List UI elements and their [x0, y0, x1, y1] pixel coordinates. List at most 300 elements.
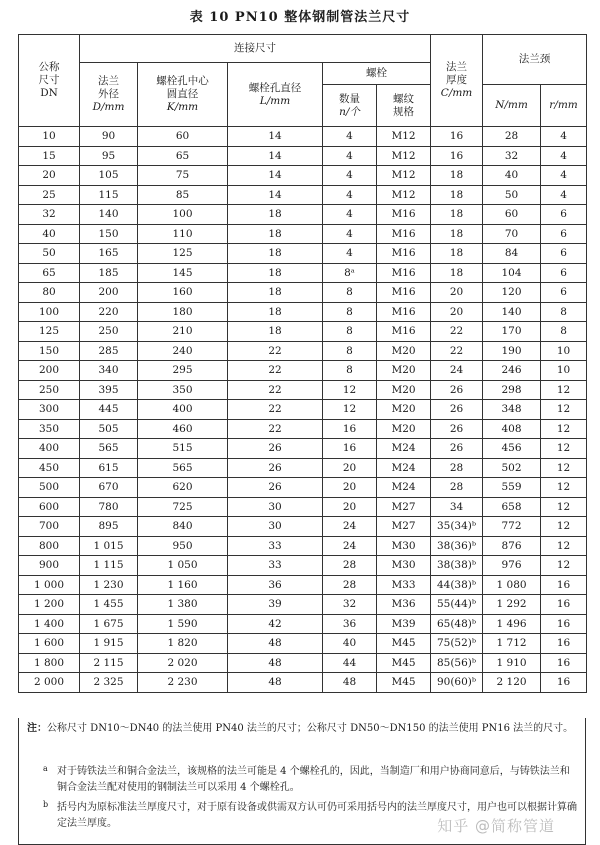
cell-dn: 400 — [19, 439, 80, 459]
cell-bolt-circle: 295 — [138, 361, 228, 381]
cell-bolt-count: 32 — [323, 595, 377, 615]
cell-bolt-hole: 26 — [228, 439, 323, 459]
cell-neck-n: 1 712 — [483, 634, 541, 654]
cell-neck-r: 8 — [541, 302, 587, 322]
cell-bolt-circle: 840 — [138, 517, 228, 537]
cell-neck-r: 16 — [541, 634, 587, 654]
cell-dn: 40 — [19, 224, 80, 244]
cell-neck-r: 12 — [541, 478, 587, 498]
cell-neck-r: 10 — [541, 341, 587, 361]
cell-neck-r: 12 — [541, 419, 587, 439]
cell-bolt-hole: 18 — [228, 263, 323, 283]
cell-flange-od: 150 — [80, 224, 138, 244]
header-dn: 公称 尺寸 DN — [19, 35, 80, 127]
cell-neck-r: 12 — [541, 380, 587, 400]
cell-bolt-circle: 240 — [138, 341, 228, 361]
cell-dn: 450 — [19, 458, 80, 478]
table-row — [19, 458, 587, 478]
cell-thread: M12 — [377, 166, 431, 186]
cell-flange-od: 395 — [80, 380, 138, 400]
cell-bolt-hole: 22 — [228, 341, 323, 361]
cell-thread: M24 — [377, 478, 431, 498]
cell-neck-n: 502 — [483, 458, 541, 478]
cell-bolt-circle: 1 380 — [138, 595, 228, 615]
cell-thickness: 26 — [431, 439, 483, 459]
cell-thickness: 44(38)ᵇ — [431, 575, 483, 595]
cell-flange-od: 615 — [80, 458, 138, 478]
cell-thickness: 18 — [431, 244, 483, 264]
cell-flange-od: 285 — [80, 341, 138, 361]
cell-bolt-circle: 2 020 — [138, 653, 228, 673]
cell-neck-r: 12 — [541, 400, 587, 420]
cell-bolt-hole: 48 — [228, 634, 323, 654]
cell-neck-n: 40 — [483, 166, 541, 186]
cell-bolt-circle: 950 — [138, 536, 228, 556]
header-neck-n: N/mm — [483, 85, 541, 127]
cell-bolt-circle: 1 050 — [138, 556, 228, 576]
cell-neck-r: 12 — [541, 536, 587, 556]
cell-bolt-circle: 620 — [138, 478, 228, 498]
table-row — [19, 263, 587, 283]
cell-bolt-count: 24 — [323, 536, 377, 556]
cell-flange-od: 780 — [80, 497, 138, 517]
cell-thickness: 18 — [431, 166, 483, 186]
footnote-a-text: 对于铸铁法兰和铜合金法兰，该规格的法兰可能是 4 个螺栓孔的，因此，当制造厂和用户协商同意后，与铸铁法兰和铜合金法兰配对使用的钢制法兰可以采用 4 个螺栓孔。 — [57, 766, 570, 793]
cell-bolt-count: 12 — [323, 380, 377, 400]
cell-bolt-count: 20 — [323, 478, 377, 498]
cell-neck-n: 2 120 — [483, 673, 541, 693]
cell-thickness: 28 — [431, 458, 483, 478]
cell-bolt-hole: 14 — [228, 185, 323, 205]
cell-bolt-hole: 18 — [228, 283, 323, 303]
table-row — [19, 634, 587, 654]
cell-thickness: 38(38)ᵇ — [431, 556, 483, 576]
cell-bolt-circle: 145 — [138, 263, 228, 283]
cell-neck-n: 658 — [483, 497, 541, 517]
cell-flange-od: 895 — [80, 517, 138, 537]
cell-thread: M12 — [377, 127, 431, 147]
cell-bolt-circle: 180 — [138, 302, 228, 322]
cell-bolt-count: 48 — [323, 673, 377, 693]
table-row — [19, 322, 587, 342]
table-row — [19, 205, 587, 225]
header-thread: 螺纹 规格 — [377, 85, 431, 127]
cell-flange-od: 2 325 — [80, 673, 138, 693]
cell-flange-od: 1 230 — [80, 575, 138, 595]
cell-thread: M33 — [377, 575, 431, 595]
cell-thread: M16 — [377, 302, 431, 322]
cell-bolt-count: 16 — [323, 419, 377, 439]
cell-thread: M45 — [377, 634, 431, 654]
cell-dn: 900 — [19, 556, 80, 576]
cell-dn: 350 — [19, 419, 80, 439]
cell-thickness: 28 — [431, 478, 483, 498]
cell-neck-n: 348 — [483, 400, 541, 420]
cell-thickness: 38(36)ᵇ — [431, 536, 483, 556]
cell-bolt-hole: 18 — [228, 244, 323, 264]
cell-thread: M20 — [377, 361, 431, 381]
cell-dn: 1 400 — [19, 614, 80, 634]
cell-bolt-hole: 30 — [228, 497, 323, 517]
cell-thickness: 75(52)ᵇ — [431, 634, 483, 654]
cell-bolt-circle: 210 — [138, 322, 228, 342]
header-bolt-count: 数量 n/个 — [323, 85, 377, 127]
cell-thickness: 85(56)ᵇ — [431, 653, 483, 673]
cell-bolt-count: 4 — [323, 146, 377, 166]
cell-bolt-hole: 18 — [228, 322, 323, 342]
cell-thread: M24 — [377, 439, 431, 459]
table-row — [19, 244, 587, 264]
cell-thread: M45 — [377, 653, 431, 673]
cell-neck-n: 70 — [483, 224, 541, 244]
cell-bolt-hole: 18 — [228, 224, 323, 244]
cell-bolt-count: 36 — [323, 614, 377, 634]
cell-thickness: 26 — [431, 419, 483, 439]
cell-neck-r: 16 — [541, 575, 587, 595]
cell-neck-r: 6 — [541, 263, 587, 283]
cell-dn: 150 — [19, 341, 80, 361]
header-bolt-hole: 螺栓孔直径 L/mm — [228, 63, 323, 127]
cell-bolt-hole: 48 — [228, 653, 323, 673]
cell-neck-n: 140 — [483, 302, 541, 322]
cell-thread: M20 — [377, 380, 431, 400]
cell-flange-od: 2 115 — [80, 653, 138, 673]
table-row — [19, 439, 587, 459]
cell-bolt-count: 24 — [323, 517, 377, 537]
cell-thread: M16 — [377, 283, 431, 303]
cell-thickness: 18 — [431, 185, 483, 205]
cell-bolt-circle: 1 160 — [138, 575, 228, 595]
footnote-b-mark: b — [43, 800, 49, 809]
cell-thread: M16 — [377, 263, 431, 283]
cell-neck-r: 12 — [541, 439, 587, 459]
cell-bolt-circle: 565 — [138, 458, 228, 478]
cell-bolt-count: 28 — [323, 575, 377, 595]
cell-flange-od: 340 — [80, 361, 138, 381]
cell-bolt-count: 44 — [323, 653, 377, 673]
cell-thickness: 65(48)ᵇ — [431, 614, 483, 634]
table-row — [19, 673, 587, 693]
cell-thickness: 90(60)ᵇ — [431, 673, 483, 693]
cell-dn: 50 — [19, 244, 80, 264]
cell-thread: M27 — [377, 517, 431, 537]
cell-flange-od: 1 915 — [80, 634, 138, 654]
cell-bolt-hole: 36 — [228, 575, 323, 595]
cell-flange-od: 165 — [80, 244, 138, 264]
cell-dn: 250 — [19, 380, 80, 400]
cell-thread: M39 — [377, 614, 431, 634]
cell-thickness: 16 — [431, 127, 483, 147]
header-flange-od: 法兰 外径 D/mm — [80, 63, 138, 127]
cell-flange-od: 1 115 — [80, 556, 138, 576]
cell-neck-n: 1 910 — [483, 653, 541, 673]
cell-bolt-count: 40 — [323, 634, 377, 654]
cell-bolt-hole: 48 — [228, 673, 323, 693]
cell-thread: M16 — [377, 224, 431, 244]
header-thickness: 法兰 厚度 C/mm — [431, 35, 483, 127]
cell-neck-n: 50 — [483, 185, 541, 205]
cell-thickness: 20 — [431, 283, 483, 303]
cell-bolt-count: 16 — [323, 439, 377, 459]
cell-flange-od: 185 — [80, 263, 138, 283]
cell-neck-n: 246 — [483, 361, 541, 381]
cell-bolt-circle: 1 590 — [138, 614, 228, 634]
cell-thickness: 18 — [431, 205, 483, 225]
table-row — [19, 419, 587, 439]
cell-neck-r: 10 — [541, 361, 587, 381]
cell-neck-r: 16 — [541, 614, 587, 634]
cell-dn: 800 — [19, 536, 80, 556]
cell-thread: M45 — [377, 673, 431, 693]
cell-neck-r: 8 — [541, 322, 587, 342]
cell-dn: 300 — [19, 400, 80, 420]
cell-dn: 600 — [19, 497, 80, 517]
cell-bolt-count: 8 — [323, 322, 377, 342]
cell-bolt-hole: 14 — [228, 166, 323, 186]
cell-bolt-circle: 125 — [138, 244, 228, 264]
cell-bolt-circle: 460 — [138, 419, 228, 439]
cell-thickness: 35(34)ᵇ — [431, 517, 483, 537]
cell-bolt-count: 8 — [323, 361, 377, 381]
cell-thread: M24 — [377, 458, 431, 478]
cell-dn: 20 — [19, 166, 80, 186]
cell-neck-n: 1 292 — [483, 595, 541, 615]
cell-neck-r: 4 — [541, 146, 587, 166]
cell-flange-od: 105 — [80, 166, 138, 186]
cell-bolt-circle: 2 230 — [138, 673, 228, 693]
table-title: 表 10 PN10 整体钢制管法兰尺寸 — [189, 10, 411, 25]
cell-thread: M30 — [377, 556, 431, 576]
notes-section — [18, 718, 586, 845]
note-main-text: 公称尺寸 DN10～DN40 的法兰使用 PN40 法兰的尺寸；公称尺寸 DN50～DN150 的法兰使用 PN16 法兰的尺寸。 — [47, 723, 574, 734]
cell-bolt-hole: 26 — [228, 478, 323, 498]
cell-bolt-hole: 22 — [228, 380, 323, 400]
cell-neck-n: 190 — [483, 341, 541, 361]
cell-dn: 2 000 — [19, 673, 80, 693]
cell-thickness: 34 — [431, 497, 483, 517]
cell-neck-r: 6 — [541, 224, 587, 244]
cell-dn: 1 000 — [19, 575, 80, 595]
cell-bolt-count: 20 — [323, 497, 377, 517]
cell-bolt-circle: 85 — [138, 185, 228, 205]
table-row — [19, 380, 587, 400]
cell-thread: M12 — [377, 146, 431, 166]
cell-bolt-hole: 22 — [228, 400, 323, 420]
footnote-a — [27, 764, 577, 796]
table-row — [19, 400, 587, 420]
footnote-b-text: 括号内为原标准法兰厚度尺寸，对于原有设备或供需双方认可仍可采用括号内的法兰厚度尺寸，用户也可以根据计算确定法兰厚度。 — [57, 802, 577, 829]
header-neck: 法兰颈 — [483, 35, 587, 85]
cell-bolt-circle: 350 — [138, 380, 228, 400]
cell-bolt-hole: 14 — [228, 146, 323, 166]
table-row — [19, 595, 587, 615]
cell-neck-n: 976 — [483, 556, 541, 576]
cell-bolt-circle: 65 — [138, 146, 228, 166]
table-row — [19, 185, 587, 205]
table-row — [19, 341, 587, 361]
cell-flange-od: 90 — [80, 127, 138, 147]
cell-dn: 80 — [19, 283, 80, 303]
cell-neck-n: 1 496 — [483, 614, 541, 634]
table-row — [19, 302, 587, 322]
cell-bolt-circle: 515 — [138, 439, 228, 459]
cell-flange-od: 95 — [80, 146, 138, 166]
cell-thickness: 22 — [431, 322, 483, 342]
cell-thread: M27 — [377, 497, 431, 517]
header-bolt-circle: 螺栓孔中心 圆直径 K/mm — [138, 63, 228, 127]
cell-bolt-hole: 14 — [228, 127, 323, 147]
cell-neck-r: 16 — [541, 673, 587, 693]
cell-thickness: 20 — [431, 302, 483, 322]
cell-bolt-count: 4 — [323, 205, 377, 225]
cell-thickness: 26 — [431, 400, 483, 420]
cell-bolt-hole: 33 — [228, 556, 323, 576]
cell-bolt-count: 8 — [323, 283, 377, 303]
cell-bolt-hole: 33 — [228, 536, 323, 556]
cell-neck-r: 6 — [541, 283, 587, 303]
cell-neck-n: 104 — [483, 263, 541, 283]
footnote-a-mark: a — [43, 764, 48, 773]
cell-neck-n: 876 — [483, 536, 541, 556]
cell-bolt-count: 28 — [323, 556, 377, 576]
table-row — [19, 224, 587, 244]
cell-bolt-circle: 1 820 — [138, 634, 228, 654]
cell-dn: 1 200 — [19, 595, 80, 615]
cell-neck-r: 12 — [541, 497, 587, 517]
cell-neck-n: 84 — [483, 244, 541, 264]
table-row — [19, 146, 587, 166]
cell-dn: 10 — [19, 127, 80, 147]
cell-neck-n: 32 — [483, 146, 541, 166]
cell-dn: 500 — [19, 478, 80, 498]
cell-bolt-hole: 22 — [228, 419, 323, 439]
cell-bolt-count: 4 — [323, 244, 377, 264]
cell-dn: 65 — [19, 263, 80, 283]
cell-neck-n: 559 — [483, 478, 541, 498]
cell-bolt-circle: 100 — [138, 205, 228, 225]
cell-dn: 1 600 — [19, 634, 80, 654]
cell-neck-n: 456 — [483, 439, 541, 459]
cell-bolt-hole: 26 — [228, 458, 323, 478]
cell-flange-od: 1 015 — [80, 536, 138, 556]
cell-flange-od: 250 — [80, 322, 138, 342]
flange-dimensions-table — [18, 34, 587, 693]
cell-flange-od: 140 — [80, 205, 138, 225]
cell-thickness: 22 — [431, 341, 483, 361]
cell-thickness: 26 — [431, 380, 483, 400]
cell-bolt-circle: 725 — [138, 497, 228, 517]
table-row — [19, 556, 587, 576]
table-row — [19, 127, 587, 147]
cell-neck-n: 408 — [483, 419, 541, 439]
cell-thickness: 16 — [431, 146, 483, 166]
cell-bolt-count: 4 — [323, 224, 377, 244]
cell-thread: M16 — [377, 205, 431, 225]
cell-neck-r: 6 — [541, 244, 587, 264]
cell-dn: 1 800 — [19, 653, 80, 673]
cell-bolt-count: 8 — [323, 341, 377, 361]
cell-thread: M16 — [377, 322, 431, 342]
cell-bolt-hole: 30 — [228, 517, 323, 537]
cell-flange-od: 445 — [80, 400, 138, 420]
cell-thickness: 18 — [431, 263, 483, 283]
cell-neck-n: 28 — [483, 127, 541, 147]
cell-neck-n: 60 — [483, 205, 541, 225]
cell-neck-n: 120 — [483, 283, 541, 303]
cell-bolt-hole: 22 — [228, 361, 323, 381]
watermark: 知乎 @简称管道 — [437, 817, 555, 835]
cell-thread: M20 — [377, 341, 431, 361]
cell-thread: M20 — [377, 400, 431, 420]
table-body — [19, 127, 587, 693]
note-label: 注： — [27, 723, 47, 734]
cell-bolt-count: 4 — [323, 185, 377, 205]
header-bolt: 螺栓 — [323, 63, 431, 85]
cell-dn: 125 — [19, 322, 80, 342]
cell-bolt-hole: 42 — [228, 614, 323, 634]
cell-thickness: 24 — [431, 361, 483, 381]
cell-bolt-hole: 39 — [228, 595, 323, 615]
cell-thread: M36 — [377, 595, 431, 615]
cell-bolt-count: 4 — [323, 166, 377, 186]
cell-dn: 700 — [19, 517, 80, 537]
cell-neck-n: 772 — [483, 517, 541, 537]
table-row — [19, 283, 587, 303]
cell-flange-od: 220 — [80, 302, 138, 322]
cell-thread: M20 — [377, 419, 431, 439]
cell-bolt-hole: 18 — [228, 205, 323, 225]
cell-bolt-circle: 160 — [138, 283, 228, 303]
cell-bolt-circle: 60 — [138, 127, 228, 147]
cell-dn: 100 — [19, 302, 80, 322]
table-row — [19, 166, 587, 186]
cell-neck-r: 4 — [541, 185, 587, 205]
cell-thickness: 55(44)ᵇ — [431, 595, 483, 615]
header-neck-r: r/mm — [541, 85, 587, 127]
table-row — [19, 497, 587, 517]
cell-neck-r: 16 — [541, 595, 587, 615]
cell-flange-od: 505 — [80, 419, 138, 439]
table-row — [19, 478, 587, 498]
table-row — [19, 575, 587, 595]
cell-dn: 25 — [19, 185, 80, 205]
cell-neck-n: 298 — [483, 380, 541, 400]
cell-dn: 200 — [19, 361, 80, 381]
cell-bolt-count: 20 — [323, 458, 377, 478]
cell-neck-r: 4 — [541, 127, 587, 147]
cell-flange-od: 1 675 — [80, 614, 138, 634]
cell-thread: M16 — [377, 244, 431, 264]
cell-dn: 32 — [19, 205, 80, 225]
table-row — [19, 536, 587, 556]
note-main — [27, 721, 577, 737]
cell-neck-r: 4 — [541, 166, 587, 186]
cell-flange-od: 1 455 — [80, 595, 138, 615]
cell-neck-r: 12 — [541, 556, 587, 576]
cell-neck-n: 170 — [483, 322, 541, 342]
cell-neck-r: 6 — [541, 205, 587, 225]
cell-bolt-count: 8ᵃ — [323, 263, 377, 283]
table-row — [19, 517, 587, 537]
cell-bolt-circle: 110 — [138, 224, 228, 244]
cell-bolt-hole: 18 — [228, 302, 323, 322]
cell-bolt-count: 8 — [323, 302, 377, 322]
table-row — [19, 614, 587, 634]
cell-flange-od: 115 — [80, 185, 138, 205]
table-row — [19, 361, 587, 381]
cell-neck-r: 12 — [541, 517, 587, 537]
cell-flange-od: 200 — [80, 283, 138, 303]
